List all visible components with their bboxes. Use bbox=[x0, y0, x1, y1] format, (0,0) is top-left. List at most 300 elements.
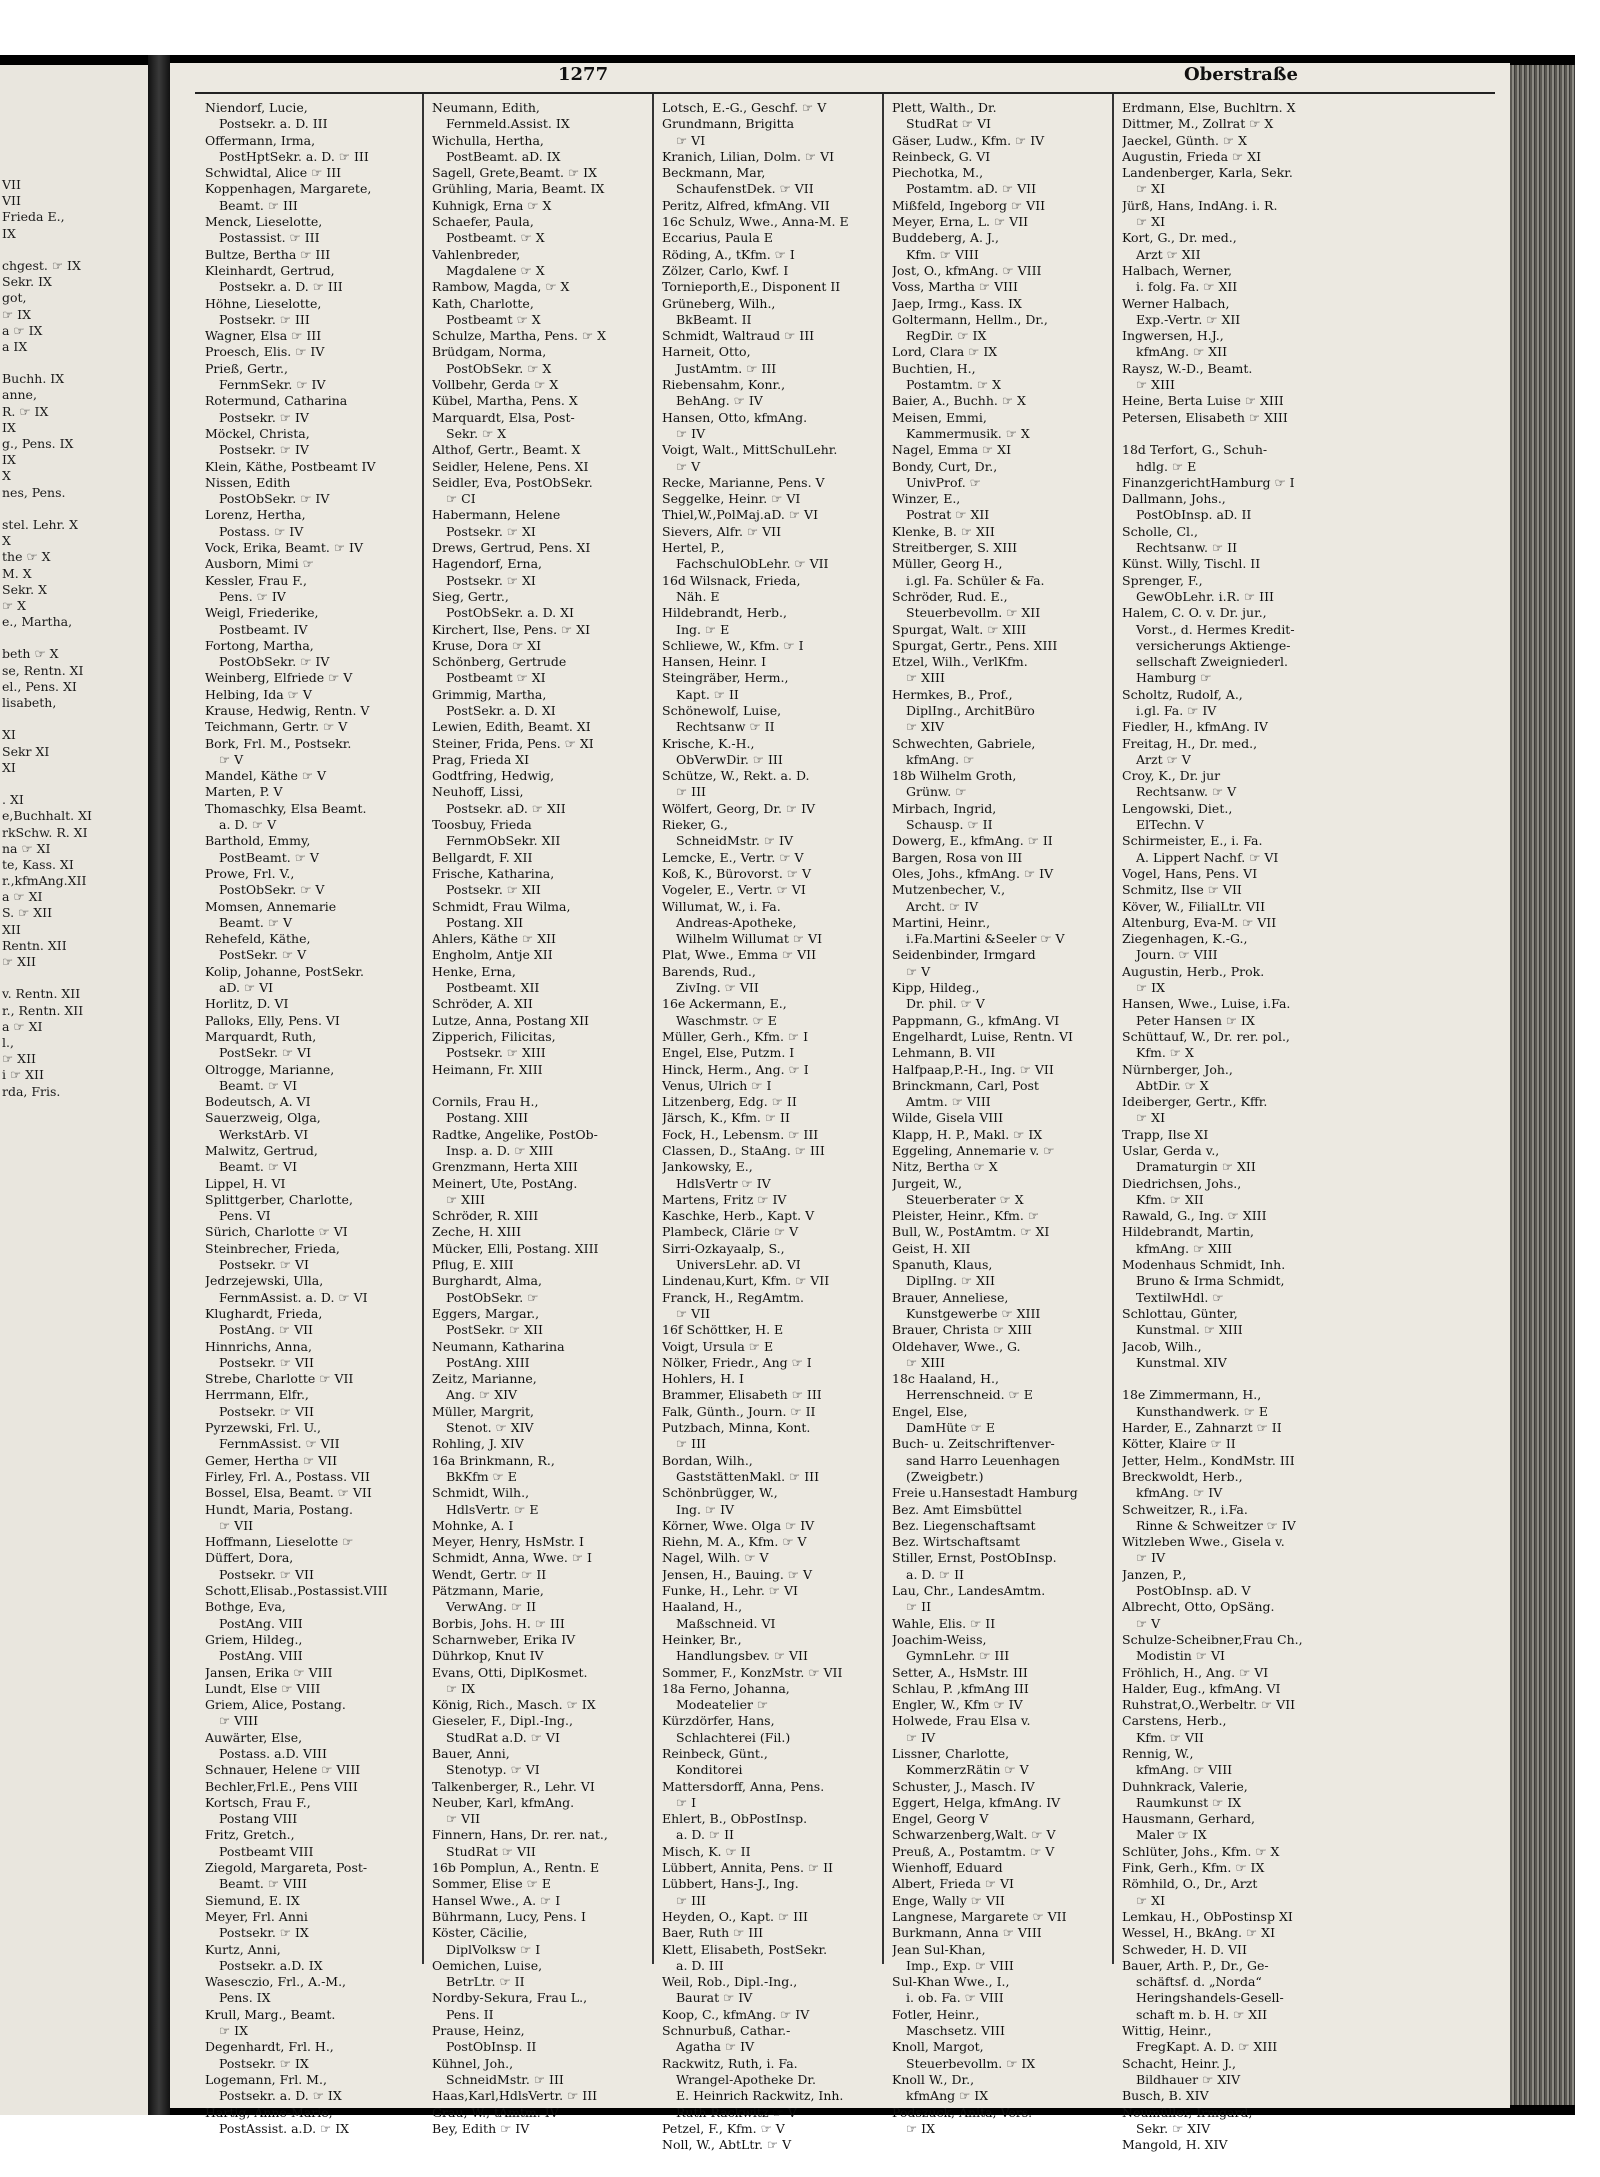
directory-entry: Bultze, Bertha ☞ III bbox=[205, 246, 331, 262]
directory-entry: Janzen, P., bbox=[1122, 1566, 1187, 1582]
left-page-line: got, bbox=[2, 290, 27, 306]
directory-entry: Splittgerber, Charlotte, bbox=[205, 1191, 353, 1207]
directory-entry: Maler ☞ IX bbox=[1136, 1827, 1207, 1843]
left-page-line: r.,kfmAng.XII bbox=[2, 873, 87, 889]
directory-entry: Schröder, R. XIII bbox=[432, 1208, 539, 1224]
directory-entry: i. ob. Fa. ☞ VIII bbox=[906, 1990, 1004, 2006]
directory-entry: Mirbach, Ingrid, bbox=[892, 800, 997, 816]
directory-entry: Funke, H., Lehr. ☞ VI bbox=[662, 1583, 798, 1599]
book-gutter bbox=[148, 55, 170, 2115]
directory-entry: 16c Schulz, Wwe., Anna-M. E bbox=[662, 214, 849, 230]
directory-entry: Freie u.Hansestadt Hamburg bbox=[892, 1485, 1078, 1501]
directory-entry: Vorst., d. Hermes Kredit- bbox=[1136, 621, 1295, 637]
directory-entry: Weil, Rob., Dipl.-Ing., bbox=[662, 1974, 798, 1990]
directory-entry: Diedrichsen, Johs., bbox=[1122, 1175, 1242, 1191]
directory-entry: Schlüter, Johs., Kfm. ☞ X bbox=[1122, 1843, 1280, 1859]
directory-entry: StudRat ☞ VII bbox=[446, 1843, 536, 1859]
directory-entry: Rohling, J. XIV bbox=[432, 1436, 524, 1452]
directory-entry: Ehlert, B., ObPostInsp. bbox=[662, 1811, 808, 1827]
directory-entry: Postsekr. ☞ XII bbox=[446, 882, 541, 898]
directory-entry: ☞ CI bbox=[446, 491, 476, 507]
directory-entry: kfmAng. ☞ IV bbox=[1136, 1485, 1223, 1501]
directory-entry: ☞ IV bbox=[906, 1729, 936, 1745]
directory-entry: Willumat, W., i. Fa. bbox=[662, 898, 781, 914]
directory-entry: Pens. VI bbox=[219, 1208, 271, 1224]
directory-entry: a. D. ☞ II bbox=[906, 1566, 964, 1582]
directory-entry: Wilde, Gisela VIII bbox=[892, 1110, 1004, 1126]
directory-entry: PostSekr. ☞ VI bbox=[219, 1045, 312, 1061]
directory-entry: Postsekr. ☞ XIII bbox=[446, 1045, 546, 1061]
directory-entry: Rotermund, Catharina bbox=[205, 393, 348, 409]
directory-entry: Halem, C. O. v. Dr. jur., bbox=[1122, 605, 1267, 621]
directory-entry: Altenburg, Eva-M. ☞ VII bbox=[1122, 914, 1277, 930]
directory-entry: UnivProf. ☞ bbox=[906, 474, 981, 490]
directory-entry: ☞ VIII bbox=[219, 1713, 259, 1729]
directory-entry: 18a Ferno, Johanna, bbox=[662, 1680, 790, 1696]
directory-entry: Rieker, G., bbox=[662, 817, 728, 833]
directory-entry: Barthold, Emmy, bbox=[205, 833, 311, 849]
directory-entry: Pätzmann, Marie, bbox=[432, 1583, 544, 1599]
directory-entry: ☞ XIII bbox=[906, 670, 945, 686]
directory-entry: 16a Brinkmann, R., bbox=[432, 1452, 555, 1468]
directory-entry: Breckwoldt, Herb., bbox=[1122, 1468, 1243, 1484]
directory-entry: Schlottau, Günter, bbox=[1122, 1305, 1238, 1321]
directory-entry: Eggeling, Annemarie v. ☞ bbox=[892, 1143, 1055, 1158]
directory-entry: PostSekr. ☞ XII bbox=[446, 1322, 543, 1338]
directory-entry: ☞ I bbox=[676, 1794, 697, 1810]
directory-entry: Albert, Frieda ☞ VI bbox=[892, 1876, 1014, 1892]
directory-entry: Hoffmann, Lieselotte ☞ bbox=[205, 1534, 354, 1550]
directory-entry: Frische, Katharina, bbox=[432, 865, 555, 881]
directory-entry: Althof, Gertr., Beamt. X bbox=[432, 442, 581, 458]
directory-entry: Niendorf, Lucie, bbox=[205, 100, 308, 115]
directory-entry: Litzenberg, Edg. ☞ II bbox=[662, 1094, 797, 1110]
left-page-line: chgest. ☞ IX bbox=[2, 257, 81, 273]
directory-entry: Habermann, Helene bbox=[432, 507, 561, 523]
directory-entry: Lutze, Anna, Postang XII bbox=[432, 1012, 589, 1028]
directory-entry: Rinne & Schweitzer ☞ IV bbox=[1136, 1517, 1296, 1533]
directory-entry: Brammer, Elisabeth ☞ III bbox=[662, 1387, 822, 1403]
directory-entry: Wienhoff, Eduard bbox=[892, 1860, 1003, 1876]
left-page-line: i ☞ XII bbox=[2, 1067, 44, 1083]
directory-entry: Jetter, Helm., KondMstr. III bbox=[1122, 1452, 1295, 1468]
left-page-line: Sekr XI bbox=[2, 743, 50, 759]
directory-entry: König, Rich., Masch. ☞ IX bbox=[432, 1697, 596, 1713]
left-page-line: a ☞ XI bbox=[2, 1018, 43, 1034]
directory-entry: Engel, Georg V bbox=[892, 1811, 989, 1827]
left-page-line: nes, Pens. bbox=[2, 484, 66, 500]
directory-entry: Prowe, Frl. V., bbox=[205, 865, 295, 881]
directory-entry: Fiedler, H., kfmAng. IV bbox=[1122, 719, 1268, 735]
directory-entry: Knoll W., Dr., bbox=[892, 2071, 975, 2087]
directory-entry: Jansen, Erika ☞ VIII bbox=[205, 1664, 333, 1680]
directory-entry: Nölker, Friedr., Ang ☞ I bbox=[662, 1354, 812, 1370]
left-page-line: se, Rentn. XI bbox=[2, 662, 84, 678]
directory-entry: Putzbach, Minna, Kont. bbox=[662, 1420, 811, 1436]
directory-entry: Talkenberger, R., Lehr. VI bbox=[432, 1778, 595, 1794]
directory-entry: Holwede, Frau Elsa v. bbox=[892, 1713, 1031, 1729]
directory-entry: Maßschneid. VI bbox=[676, 1615, 776, 1631]
directory-entry: Kühnel, Joh., bbox=[432, 2055, 514, 2071]
directory-entry: Beamt. ☞ VIII bbox=[219, 1876, 307, 1892]
directory-entry: Weigl, Friederike, bbox=[205, 605, 319, 621]
directory-entry: kfmAng. ☞ bbox=[906, 751, 975, 767]
column-divider bbox=[1112, 94, 1114, 1964]
directory-entry: PostBeamt. ☞ V bbox=[219, 849, 319, 865]
directory-entry: Sommer, Elise ☞ E bbox=[432, 1876, 551, 1892]
directory-entry: Rackwitz, Ruth, i. Fa. bbox=[662, 2055, 798, 2071]
directory-entry: Ziegenhagen, K.-G., bbox=[1122, 931, 1248, 947]
directory-entry: Neumann, Katharina bbox=[432, 1338, 565, 1354]
directory-entry: Uslar, Gerda v., bbox=[1122, 1143, 1220, 1158]
directory-entry: Radtke, Angelike, PostOb- bbox=[432, 1126, 598, 1142]
directory-entry: Trapp, Ilse XI bbox=[1122, 1126, 1209, 1142]
directory-entry: Riebensahm, Konr., bbox=[662, 377, 786, 393]
directory-entry: HdlsVertr. ☞ E bbox=[446, 1501, 539, 1517]
directory-entry: Schönewolf, Luise, bbox=[662, 702, 782, 718]
directory-entry: Weinberg, Elfriede ☞ V bbox=[205, 670, 353, 686]
directory-entry: Neuber, Karl, kfmAng. bbox=[432, 1794, 575, 1810]
directory-entry: Körner, Wwe. Olga ☞ IV bbox=[662, 1517, 815, 1533]
directory-entry: Lehmann, B. VII bbox=[892, 1045, 996, 1061]
left-page-line: M. X bbox=[2, 565, 32, 581]
directory-entry: Römhild, O., Dr., Arzt bbox=[1122, 1876, 1258, 1892]
directory-entry: Jurgeit, W., bbox=[892, 1175, 963, 1191]
directory-entry: Kort, G., Dr. med., bbox=[1122, 230, 1237, 246]
directory-entry: Dallmann, Johs., bbox=[1122, 491, 1226, 507]
directory-entry: Meisen, Emmi, bbox=[892, 409, 987, 425]
directory-entry: Kolip, Johanne, PostSekr. bbox=[205, 963, 364, 979]
directory-entry: kfmAng. ☞ XIII bbox=[1136, 1240, 1232, 1256]
directory-entry: Dittmer, M., Zollrat ☞ X bbox=[1122, 116, 1274, 132]
directory-entry: Postbeamt. ☞ X bbox=[446, 230, 545, 246]
directory-entry: Seggelke, Heinr. ☞ VI bbox=[662, 491, 801, 507]
directory-entry: Enge, Wally ☞ VII bbox=[892, 1892, 1005, 1908]
directory-entry: Streitberger, S. XIII bbox=[892, 540, 1018, 556]
left-page-line: na ☞ XI bbox=[2, 840, 51, 856]
directory-entry: Sieg, Gertr., bbox=[432, 588, 509, 604]
directory-entry: Eggers, Margar., bbox=[432, 1305, 540, 1321]
directory-entry: Pens. ☞ IV bbox=[219, 588, 286, 604]
directory-entry: Postsekr. a. D. ☞ IX bbox=[219, 2088, 342, 2104]
directory-entry: Postsekr. ☞ IX bbox=[219, 2055, 309, 2071]
directory-entry: Postass. a.D. VIII bbox=[219, 1745, 327, 1761]
directory-entry: Voigt, Ursula ☞ E bbox=[662, 1338, 774, 1354]
directory-entry: Haas,Karl,HdlsVertr. ☞ III bbox=[432, 2088, 598, 2104]
directory-entry: Schröder, Rud. E., bbox=[892, 588, 1008, 604]
directory-entry: ☞ IX bbox=[906, 2120, 936, 2136]
directory-entry: PostObInsp. aD. V bbox=[1136, 1583, 1251, 1599]
directory-entry: Röding, A., tKfm. ☞ I bbox=[662, 246, 795, 262]
directory-entry: Ang. ☞ XIV bbox=[446, 1387, 518, 1403]
directory-entry: PostObInsp. aD. II bbox=[1136, 507, 1252, 523]
directory-entry: Rechtsanw ☞ II bbox=[676, 719, 775, 735]
directory-entry: Rehefeld, Käthe, bbox=[205, 931, 311, 947]
directory-entry: Kapt. ☞ II bbox=[676, 686, 739, 702]
directory-entry: Postsekr. ☞ III bbox=[219, 311, 310, 327]
left-page-line bbox=[2, 970, 146, 986]
directory-entry: Nordby-Sekura, Frau L., bbox=[432, 1990, 588, 2006]
directory-entry: Möckel, Christa, bbox=[205, 425, 310, 441]
directory-entry: schäftsf. d. „Norda“ bbox=[1136, 1974, 1262, 1990]
directory-entry: 16d Wilsnack, Frieda, bbox=[662, 572, 801, 588]
directory-column bbox=[1122, 100, 1332, 2153]
directory-entry: Eggert, Helga, kfmAng. IV bbox=[892, 1794, 1061, 1810]
directory-entry: Wilhelm Willumat ☞ VI bbox=[676, 931, 823, 947]
directory-entry: SchneidMstr. ☞ IV bbox=[676, 833, 793, 849]
directory-entry: Postsekr. ☞ IX bbox=[219, 1925, 309, 1941]
directory-entry: Ing. ☞ IV bbox=[676, 1501, 735, 1517]
directory-entry: ☞ II bbox=[906, 1599, 932, 1615]
directory-entry: Mücker, Elli, Postang. XIII bbox=[432, 1240, 599, 1256]
left-page-line: ☞ XII bbox=[2, 1051, 36, 1067]
directory-entry: Klapp, H. P., Makl. ☞ IX bbox=[892, 1126, 1043, 1142]
directory-entry: Meyer, Frl. Anni bbox=[205, 1908, 308, 1924]
directory-entry: Beamt. ☞ V bbox=[219, 914, 293, 930]
directory-entry: Jankowsky, E., bbox=[662, 1159, 753, 1175]
directory-entry: Falk, Günth., Journ. ☞ II bbox=[662, 1403, 816, 1419]
directory-entry: RegDir. ☞ IX bbox=[906, 328, 987, 344]
directory-entry: Postamtm. aD. ☞ VII bbox=[906, 181, 1037, 197]
directory-entry: Strebe, Charlotte ☞ VII bbox=[205, 1371, 354, 1387]
directory-entry: VerwAng. ☞ II bbox=[446, 1599, 537, 1615]
directory-entry: Bork, Frl. M., Postsekr. bbox=[205, 735, 352, 751]
directory-entry: Helbing, Ida ☞ V bbox=[205, 686, 312, 702]
directory-entry: Plett, Walth., Dr. bbox=[892, 100, 997, 115]
directory-entry: Kammermusik. ☞ X bbox=[906, 425, 1030, 441]
directory-entry: PostObSekr. ☞ IV bbox=[219, 491, 330, 507]
directory-entry: Vogel, Hans, Pens. VI bbox=[1122, 865, 1258, 881]
directory-entry: ☞ XIII bbox=[1136, 377, 1175, 393]
directory-column bbox=[662, 100, 872, 2153]
directory-entry: Pyrzewski, Frl. U., bbox=[205, 1420, 321, 1436]
directory-entry: Jaep, Irmg., Kass. IX bbox=[892, 295, 1022, 311]
directory-entry: Postsekr. a.D. IX bbox=[219, 1957, 323, 1973]
directory-entry: Werner Halbach, bbox=[1122, 295, 1230, 311]
directory-entry: Schweitzer, R., i.Fa. bbox=[1122, 1501, 1248, 1517]
directory-entry: Magdalene ☞ X bbox=[446, 262, 545, 278]
directory-entry: Logemann, Frl. M., bbox=[205, 2071, 327, 2087]
directory-entry: Postsekr. ☞ IV bbox=[219, 442, 309, 458]
directory-entry: Engel, Else, bbox=[892, 1403, 968, 1419]
directory-entry: sand Harro Leuenhagen bbox=[906, 1452, 1060, 1468]
left-page-line: R. ☞ IX bbox=[2, 403, 49, 419]
directory-entry: Pflug, E. XIII bbox=[432, 1257, 514, 1273]
directory-entry: A. Lippert Nachf. ☞ VI bbox=[1136, 849, 1279, 865]
directory-entry: FernmObSekr. XII bbox=[446, 833, 561, 849]
directory-entry: a. D. III bbox=[676, 1957, 724, 1973]
directory-entry: ☞ IX bbox=[1136, 980, 1166, 996]
directory-entry: Cornils, Frau H., bbox=[432, 1094, 539, 1110]
directory-entry: PostObSekr. a. D. XI bbox=[446, 605, 574, 621]
directory-entry: Wölfert, Georg, Dr. ☞ IV bbox=[662, 800, 816, 816]
directory-entry: ☞ V bbox=[219, 751, 244, 767]
directory-entry: ElTechn. V bbox=[1136, 817, 1204, 833]
directory-entry: Sürich, Charlotte ☞ VI bbox=[205, 1224, 348, 1240]
directory-entry: Brauer, Christa ☞ XIII bbox=[892, 1322, 1032, 1338]
left-page-line: Rentn. XII bbox=[2, 937, 67, 953]
directory-entry: ☞ XI bbox=[1136, 181, 1166, 197]
directory-entry: Kfm. ☞ XII bbox=[1136, 1191, 1204, 1207]
directory-entry: Schnauer, Helene ☞ VIII bbox=[205, 1762, 361, 1778]
directory-entry: 18b Wilhelm Groth, bbox=[892, 768, 1017, 784]
directory-entry: Koop, C., kfmAng. ☞ IV bbox=[662, 2006, 810, 2022]
directory-entry: PostObSekr. ☞ IV bbox=[219, 654, 330, 670]
left-page-line: VII bbox=[2, 193, 21, 209]
directory-entry: Neumüller, Irmgard, bbox=[1122, 2104, 1253, 2120]
directory-entry: Raumkunst ☞ IX bbox=[1136, 1794, 1242, 1810]
directory-entry: Albrecht, Otto, OpSäng. bbox=[1122, 1599, 1275, 1615]
directory-entry: BkBeamt. II bbox=[676, 311, 752, 327]
directory-entry: Henke, Erna, bbox=[432, 963, 516, 979]
directory-entry: Kfm. ☞ VIII bbox=[906, 246, 979, 262]
directory-entry: Lengowski, Diet., bbox=[1122, 800, 1233, 816]
directory-entry: Seidler, Eva, PostObSekr. bbox=[432, 474, 593, 490]
directory-entry: Vahlenbreder, bbox=[432, 246, 521, 262]
directory-entry: Auwärter, Else, bbox=[205, 1729, 303, 1745]
directory-entry: Jost, O., kfmAng. ☞ VIII bbox=[892, 262, 1042, 278]
directory-entry: Pappmann, G., kfmAng. VI bbox=[892, 1012, 1060, 1028]
directory-entry: Ausborn, Mimi ☞ bbox=[205, 556, 314, 572]
directory-entry: Grundmann, Brigitta bbox=[662, 116, 795, 132]
directory-entry: Pens. II bbox=[446, 2006, 494, 2022]
directory-entry: Bauer, Anni, bbox=[432, 1745, 510, 1761]
directory-entry: Schaefer, Paula, bbox=[432, 214, 534, 230]
directory-entry: FinanzgerichtHamburg ☞ I bbox=[1122, 474, 1295, 490]
street-heading: Oberstraße bbox=[1184, 64, 1298, 85]
directory-entry: Meinert, Ute, PostAng. bbox=[432, 1175, 578, 1191]
directory-entry: Handlungsbev. ☞ VII bbox=[676, 1648, 808, 1664]
directory-entry: Sekr. ☞ X bbox=[446, 425, 507, 441]
directory-entry: Beckmann, Mar, bbox=[662, 165, 766, 181]
directory-entry: Hausmann, Gerhard, bbox=[1122, 1811, 1255, 1827]
directory-entry: Gieseler, F., Dipl.-Ing., bbox=[432, 1713, 573, 1729]
column-divider bbox=[882, 94, 884, 1964]
directory-entry: Schnurbuß, Cathar.- bbox=[662, 2023, 791, 2039]
directory-entry: Sprenger, F., bbox=[1122, 572, 1203, 588]
directory-entry: Spurgat, Walt. ☞ XIII bbox=[892, 621, 1027, 637]
directory-entry: Augustin, Herb., Prok. bbox=[1122, 963, 1265, 979]
directory-entry: Modeatelier ☞ bbox=[676, 1697, 769, 1713]
directory-entry: Podszuck, Anita, Vers. bbox=[892, 2104, 1033, 2120]
directory-entry: Postass. ☞ IV bbox=[219, 523, 304, 539]
directory-entry: Dührkop, Knut IV bbox=[432, 1648, 544, 1664]
directory-entry: Firley, Frl. A., Postass. VII bbox=[205, 1468, 370, 1484]
left-page-line: VII bbox=[2, 177, 21, 192]
left-page-line: g., Pens. IX bbox=[2, 436, 74, 451]
directory-entry: Mißfeld, Ingeborg ☞ VII bbox=[892, 197, 1046, 213]
directory-entry: Bechler,Frl.E., Pens VIII bbox=[205, 1778, 358, 1794]
directory-entry: Rawald, G., Ing. ☞ XIII bbox=[1122, 1208, 1267, 1224]
directory-entry: Lippel, H. VI bbox=[205, 1175, 286, 1191]
directory-entry: Schmidt, Waltraud ☞ III bbox=[662, 328, 815, 344]
directory-entry: Konditorei bbox=[676, 1762, 743, 1778]
directory-entry: Schmidt, Frau Wilma, bbox=[432, 898, 571, 914]
directory-entry: Kunstmal. ☞ XIII bbox=[1136, 1322, 1243, 1338]
directory-entry: ☞ XIII bbox=[446, 1191, 485, 1207]
directory-entry: Jean Sul-Khan, bbox=[892, 1941, 986, 1957]
directory-entry: Hansen, Heinr. I bbox=[662, 654, 767, 670]
directory-entry: Prag, Frieda XI bbox=[432, 751, 530, 767]
directory-entry: 16e Ackermann, E., bbox=[662, 996, 787, 1012]
left-page-line: e,Buchhalt. XI bbox=[2, 808, 92, 824]
directory-entry: Kübel, Martha, Pens. X bbox=[432, 393, 578, 409]
directory-entry: Peritz, Alfred, kfmAng. VII bbox=[662, 197, 830, 213]
directory-entry: Hohlers, H. I bbox=[662, 1371, 744, 1387]
directory-entry: SchneidMstr. ☞ III bbox=[446, 2071, 564, 2087]
directory-entry: Degenhardt, Frl. H., bbox=[205, 2039, 334, 2055]
directory-entry: Heine, Berta Luise ☞ XIII bbox=[1122, 393, 1284, 409]
directory-entry: Mohnke, A. I bbox=[432, 1517, 514, 1533]
directory-entry: Schönberg, Gertrude bbox=[432, 654, 567, 670]
directory-entry: Geist, H. XII bbox=[892, 1240, 971, 1256]
directory-entry: ☞ V bbox=[676, 458, 701, 474]
directory-entry: DiplIng., ArchitBüro bbox=[906, 702, 1035, 718]
directory-entry: Hinnrichs, Anna, bbox=[205, 1338, 312, 1354]
directory-entry: Schüttauf, W., Dr. rer. pol., bbox=[1122, 1028, 1290, 1044]
directory-entry: Kunstmal. XIV bbox=[1136, 1354, 1227, 1370]
directory-entry: BetrLtr. ☞ II bbox=[446, 1974, 525, 1990]
left-page-line: Buchh. IX bbox=[2, 371, 65, 387]
directory-entry: Postang. XIII bbox=[446, 1110, 529, 1126]
directory-entry: Joachim-Weiss, bbox=[892, 1631, 987, 1647]
directory-entry: Etzel, Wilh., VerlKfm. bbox=[892, 654, 1028, 670]
directory-entry: Martini, Heinr., bbox=[892, 914, 991, 930]
directory-entry: Lotsch, E.-G., Geschf. ☞ V bbox=[662, 100, 827, 115]
directory-entry: Koß, K., Bürovorst. ☞ V bbox=[662, 865, 811, 881]
left-page-line: beth ☞ X bbox=[2, 646, 59, 662]
directory-entry: Augustin, Frieda ☞ XI bbox=[1122, 148, 1262, 164]
directory-entry: ☞ VI bbox=[676, 132, 706, 148]
header-rule bbox=[195, 92, 1495, 94]
directory-entry: Goltermann, Hellm., Dr., bbox=[892, 311, 1048, 327]
directory-entry: Postsekr. ☞ VI bbox=[219, 1257, 309, 1273]
directory-entry: Fink, Gerh., Kfm. ☞ IX bbox=[1122, 1860, 1265, 1876]
directory-entry: Heringshandels-Gesell- bbox=[1136, 1990, 1284, 2006]
directory-entry: Palloks, Elly, Pens. VI bbox=[205, 1012, 340, 1028]
directory-entry: Jensen, H., Bauing. ☞ V bbox=[662, 1566, 812, 1582]
left-page-line: ☞ X bbox=[2, 597, 27, 613]
directory-entry: Grüneberg, Wilh., bbox=[662, 295, 776, 311]
left-page-line bbox=[2, 711, 146, 727]
directory-entry: Seidenbinder, Irmgard bbox=[892, 947, 1036, 963]
directory-entry: Kuhnigk, Erna ☞ X bbox=[432, 197, 552, 213]
directory-entry: Meyer, Henry, HsMstr. I bbox=[432, 1534, 584, 1550]
directory-entry: Steuerbevollm. ☞ IX bbox=[906, 2055, 1036, 2071]
directory-entry: Fritz, Gretch., bbox=[205, 1827, 295, 1843]
directory-entry bbox=[1122, 1371, 1332, 1387]
directory-entry: Hansen, Otto, kfmAng. bbox=[662, 409, 808, 425]
directory-entry: Knoll, Margot, bbox=[892, 2039, 984, 2055]
directory-entry: Postsekr. ☞ VII bbox=[219, 1566, 314, 1582]
directory-entry: Haaland, H., bbox=[662, 1599, 743, 1615]
directory-entry: a. D. ☞ V bbox=[219, 817, 277, 833]
directory-entry: schaft m. b. H. ☞ XII bbox=[1136, 2006, 1268, 2022]
directory-entry: Stiller, Ernst, PostObInsp. bbox=[892, 1550, 1057, 1566]
left-page-line: ☞ IX bbox=[2, 306, 32, 322]
directory-entry: Jaeckel, Günth. ☞ X bbox=[1122, 132, 1247, 148]
directory-entry: Bührmann, Lucy, Pens. I bbox=[432, 1908, 586, 1924]
directory-entry: PostAng. VIII bbox=[219, 1615, 303, 1631]
directory-entry: ☞ VII bbox=[676, 1305, 711, 1321]
directory-entry: Hansen, Wwe., Luise, i.Fa. bbox=[1122, 996, 1291, 1012]
directory-entry: Engler, W., Kfm ☞ IV bbox=[892, 1697, 1023, 1713]
directory-entry: PostAng. ☞ VII bbox=[219, 1322, 313, 1338]
directory-entry: Finnern, Hans, Dr. rer. nat., bbox=[432, 1827, 608, 1843]
directory-entry: PostAng. XIII bbox=[446, 1354, 530, 1370]
directory-entry: Kaschke, Herb., Kapt. V bbox=[662, 1208, 815, 1224]
left-page-line: rda, Fris. bbox=[2, 1083, 61, 1099]
